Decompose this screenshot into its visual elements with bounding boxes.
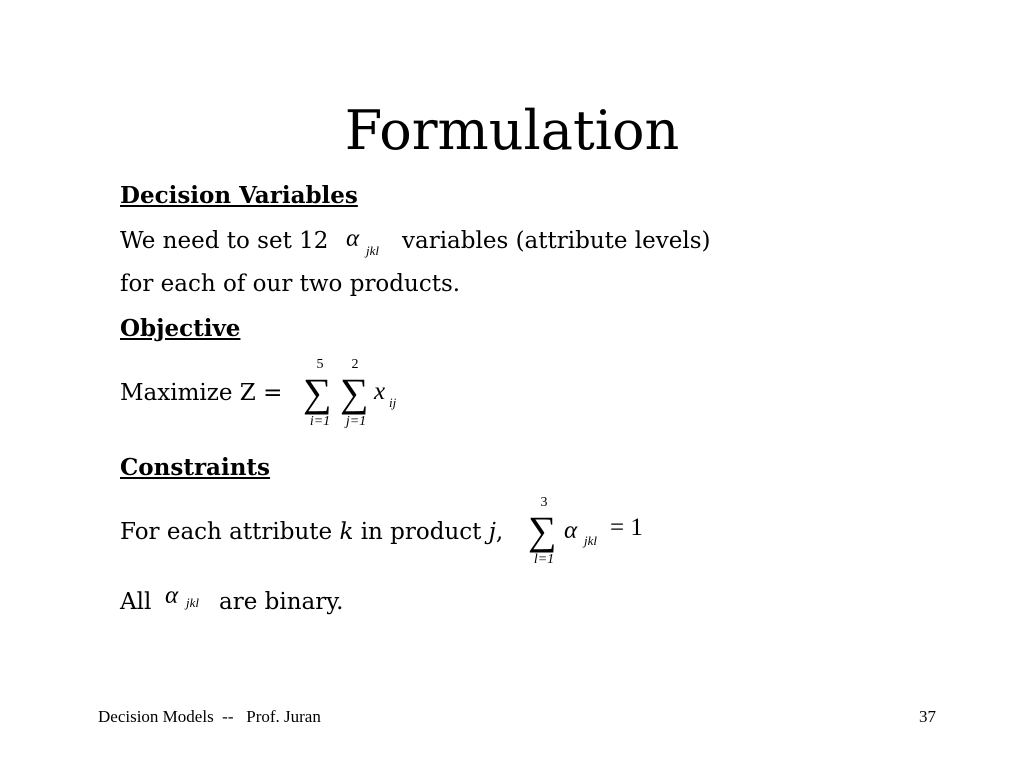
alpha-symbol: α: [564, 517, 578, 544]
decision-line-1-post: variables (attribute levels): [402, 228, 711, 254]
objective-label: Maximize Z =: [120, 380, 283, 406]
constraints-heading: Constraints: [120, 454, 270, 481]
constraint-1-k: k: [339, 519, 354, 545]
sum1-sigma: ∑: [303, 370, 332, 415]
sum2-lower-limit: j=1: [345, 414, 367, 429]
constraint-1-text: [120, 517, 503, 547]
constraint-2-pre: All: [120, 589, 152, 615]
sum1-upper-limit: 5: [316, 357, 324, 372]
footer-course: Decision Models -- Prof. Juran: [98, 707, 321, 726]
constraint-1-comma: ,: [495, 519, 504, 545]
slide-title: Formulation: [344, 99, 680, 162]
constraint-2-post: are binary.: [219, 589, 344, 615]
alpha-subscript: jkl: [186, 595, 199, 610]
sum2-sigma: ∑: [340, 370, 369, 415]
page-number: 37: [919, 707, 936, 726]
alpha-subscript: jkl: [584, 533, 597, 548]
decision-variables-heading: Decision Variables: [120, 182, 358, 209]
sum3-sigma: ∑: [528, 508, 557, 553]
sum3-upper-limit: 3: [540, 495, 548, 510]
constraint-1-mid: in product: [360, 519, 482, 545]
constraint-1-pre: For each attribute: [120, 519, 333, 545]
alpha-subscript: jkl: [366, 243, 379, 258]
decision-line-2: for each of our two products.: [120, 271, 461, 297]
alpha-symbol: α: [165, 582, 179, 609]
sum3-lower-limit: l=1: [533, 552, 555, 567]
sum1-lower-limit: i=1: [309, 414, 331, 429]
equals-one: = 1: [610, 514, 643, 541]
objective-heading: Objective: [120, 315, 241, 342]
x-subscript: ij: [389, 395, 397, 410]
decision-line-1-pre: We need to set 12: [120, 228, 329, 254]
alpha-symbol: α: [346, 225, 360, 252]
sum2-upper-limit: 2: [351, 357, 359, 372]
constraint-1-j: j: [488, 519, 496, 545]
x-variable: x: [374, 378, 386, 405]
